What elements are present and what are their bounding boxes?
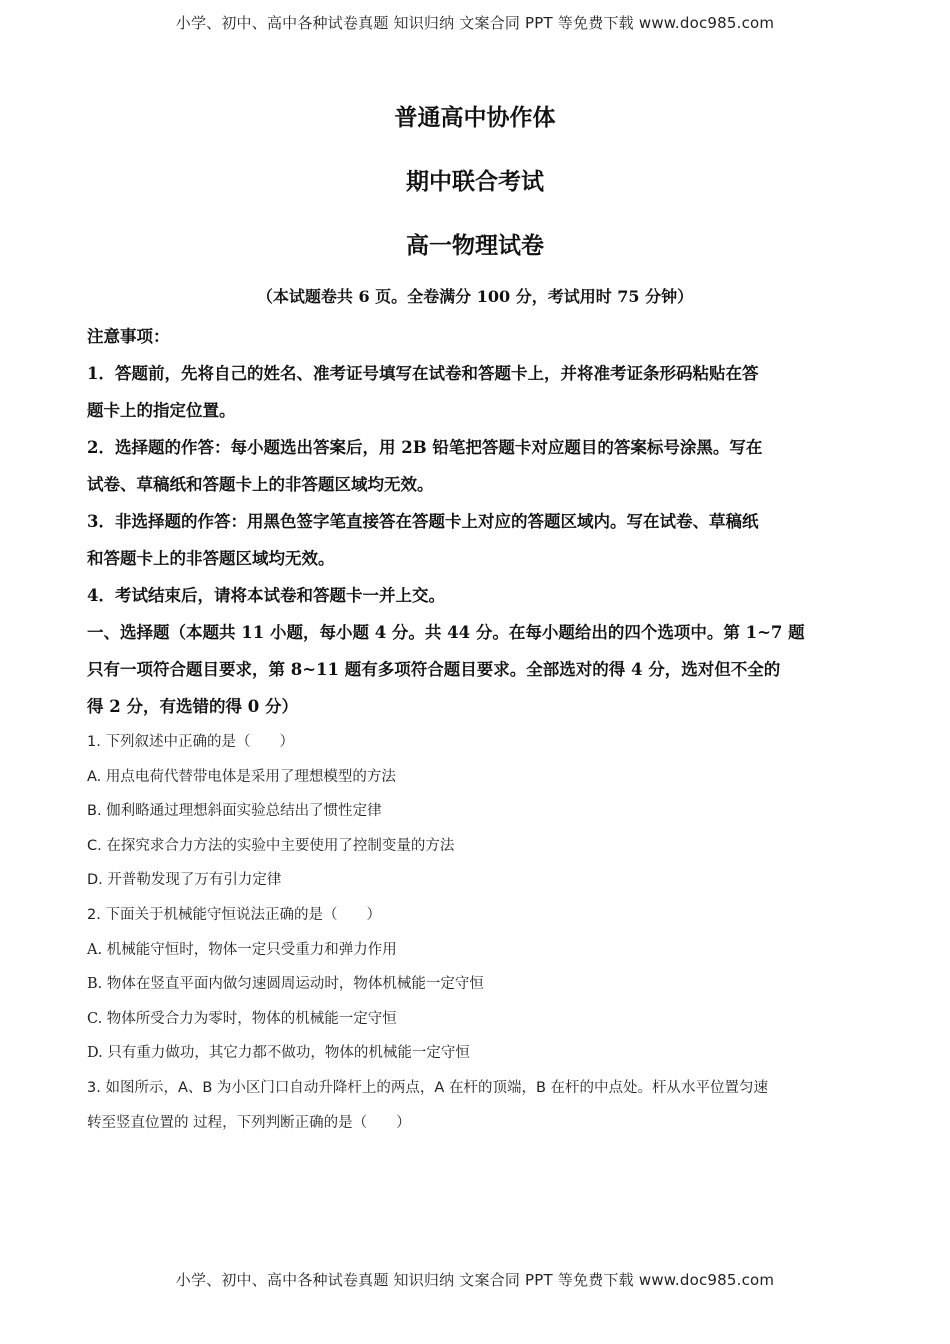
- section-heading-cont-1: 只有一项符合题目要求，第 8~11 题有多项符合题目要求。全部选对的得 4 分，选对但不全的: [87, 660, 781, 679]
- title-line-1: 普通高中协作体: [394, 104, 556, 131]
- question-2-option-b: B. 物体在竖直平面内做匀速圆周运动时，物体机械能一定守恒: [87, 976, 484, 993]
- question-2-stem: 2. 下面关于机械能守恒说法正确的是（ ）: [87, 906, 381, 923]
- question-1-option-b: B. 伽利略通过理想斜面实验总结出了惯性定律: [87, 803, 382, 820]
- notice-item-2: 2．选择题的作答：每小题选出答案后，用 2B 铅笔把答题卡对应题目的答案标号涂黑。写在: [87, 438, 763, 457]
- notice-item-3: 3．非选择题的作答：用黑色签字笔直接答在答题卡上对应的答题区域内。写在试卷、草稿纸: [87, 512, 759, 531]
- title-line-3: 高一物理试卷: [406, 232, 544, 259]
- question-3-stem: 3. 如图所示，A、B 为小区门口自动升降杆上的两点，A 在杆的顶端，B 在杆的中点处。杆从水平位置匀速: [87, 1079, 769, 1096]
- notice-item-1-cont: 题卡上的指定位置。: [87, 401, 236, 420]
- exam-info: （本试题卷共 6 页。全卷满分 100 分，考试用时 75 分钟）: [256, 287, 694, 306]
- question-2-option-a: A. 机械能守恒时，物体一定只受重力和弹力作用: [87, 941, 397, 958]
- page-header: 小学、初中、高中各种试卷真题 知识归纳 文案合同 PPT 等免费下载 www.doc985.com: [175, 14, 775, 32]
- section-heading: 一、选择题（本题共 11 小题，每小题 4 分。共 44 分。在每小题给出的四个选项中。第 1~7 题: [87, 623, 805, 642]
- notice-item-3-cont: 和答题卡上的非答题区域均无效。: [87, 549, 335, 568]
- question-1-option-c: C. 在探究求合力方法的实验中主要使用了控制变量的方法: [87, 837, 455, 854]
- question-2-option-c: C. 物体所受合力为零时，物体的机械能一定守恒: [87, 1010, 397, 1027]
- question-1-option-a: A. 用点电荷代替带电体是采用了理想模型的方法: [87, 768, 396, 785]
- notice-item-4: 4．考试结束后，请将本试卷和答题卡一并上交。: [87, 586, 445, 605]
- title-line-2: 期中联合考试: [406, 168, 544, 195]
- question-3-stem-cont: 转至竖直位置的 过程，下列判断正确的是（ ）: [87, 1114, 411, 1131]
- notice-heading: 注意事项：: [87, 327, 170, 346]
- section-heading-cont-2: 得 2 分，有选错的得 0 分）: [87, 697, 298, 716]
- notice-item-1: 1．答题前，先将自己的姓名、准考证号填写在试卷和答题卡上，并将准考证条形码粘贴在答: [87, 364, 759, 383]
- exam-content: [87, 318, 867, 1140]
- question-2-option-d: D. 只有重力做功，其它力都不做功，物体的机械能一定守恒: [87, 1045, 470, 1062]
- question-1-option-d: D. 开普勒发现了万有引力定律: [87, 872, 282, 889]
- notice-item-2-cont: 试卷、草稿纸和答题卡上的非答题区域均无效。: [87, 475, 434, 494]
- page-footer: 小学、初中、高中各种试卷真题 知识归纳 文案合同 PPT 等免费下载 www.doc985.com: [175, 1271, 775, 1289]
- question-1-stem: 1. 下列叙述中正确的是（ ）: [87, 734, 294, 750]
